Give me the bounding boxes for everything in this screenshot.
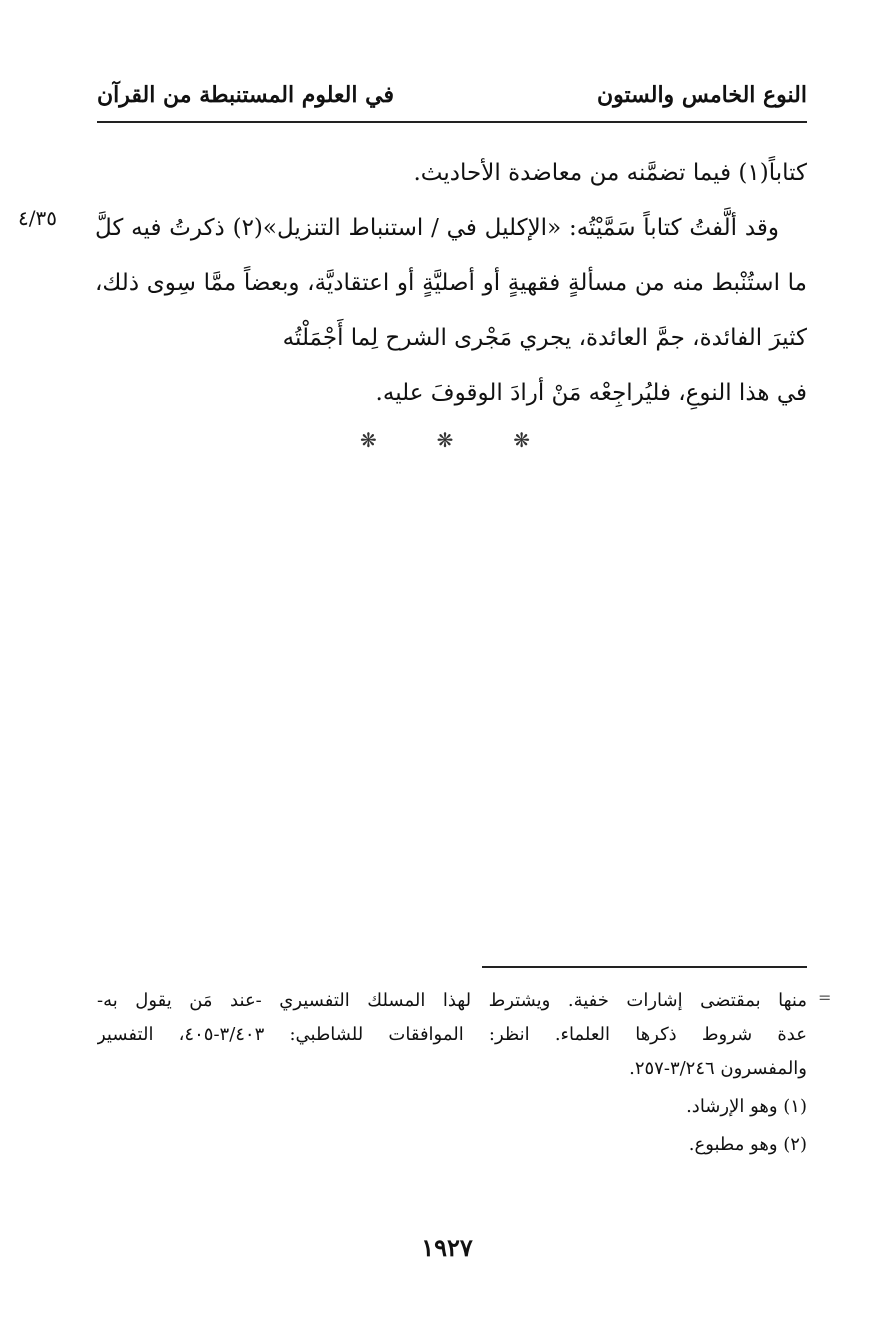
footnotes [97,984,807,1162]
footnote-divider [482,966,807,968]
main-text [95,146,807,421]
asterism-icon: ❋ [513,428,530,452]
footnote-1: (١) وهو الإرشاد. [686,1096,807,1117]
footnote-continued-line-1: منها بمقتضى إشارات خفية. ويشترط لهذا المسلك التفسيري -عند مَن يقول به- [97,990,807,1011]
running-header [97,82,807,116]
footnote-continuation-marker: = [818,988,832,1007]
footnote-continued-line-3: والمفسرون ٣/٢٤٦-٢٥٧. [629,1058,807,1079]
chapter-title: النوع الخامس والستون [596,82,807,108]
footnote-continued-line-2: عدة شروط ذكرها العلماء. انظر: الموافقات للشاطبي: ٣/٤٠٣-٤٠٥، التفسير [97,1024,807,1045]
section-title: في العلوم المستنبطة من القرآن [97,82,394,108]
header-divider [97,121,807,123]
paragraph-2-last-line: في هذا النوعِ، فليُراجِعْه مَنْ أرادَ الوقوفَ عليه. [375,380,807,406]
paragraph-2: وقد ألَّفتُ كتاباً سَمَّيْتُه: «الإكليل في / استنباط التنزيل»(٢) ذكرتُ فيه كلَّ ما استُنْبط منه من مسألةٍ فقهيةٍ أو أصليَّةٍ أو اعتقاديَّة، وبعضاً ممَّا سِوى ذلك، كثيرَ الفائدة، جمَّ العائدة، يجري مَجْرى الشرح لِما أَجْمَلْتُه [95,215,807,351]
section-separator [360,428,530,452]
margin-reference: ٤/٣٥ [18,206,57,230]
asterism-icon: ❋ [360,428,377,452]
asterism-icon: ❋ [436,428,454,452]
footnote-2: (٢) وهو مطبوع. [688,1134,807,1155]
page-number: ١٩٢٧ [421,1233,473,1262]
text-line-1: كتاباً(١) فيما تضمَّنه من معاضدة الأحاديث. [413,160,807,186]
